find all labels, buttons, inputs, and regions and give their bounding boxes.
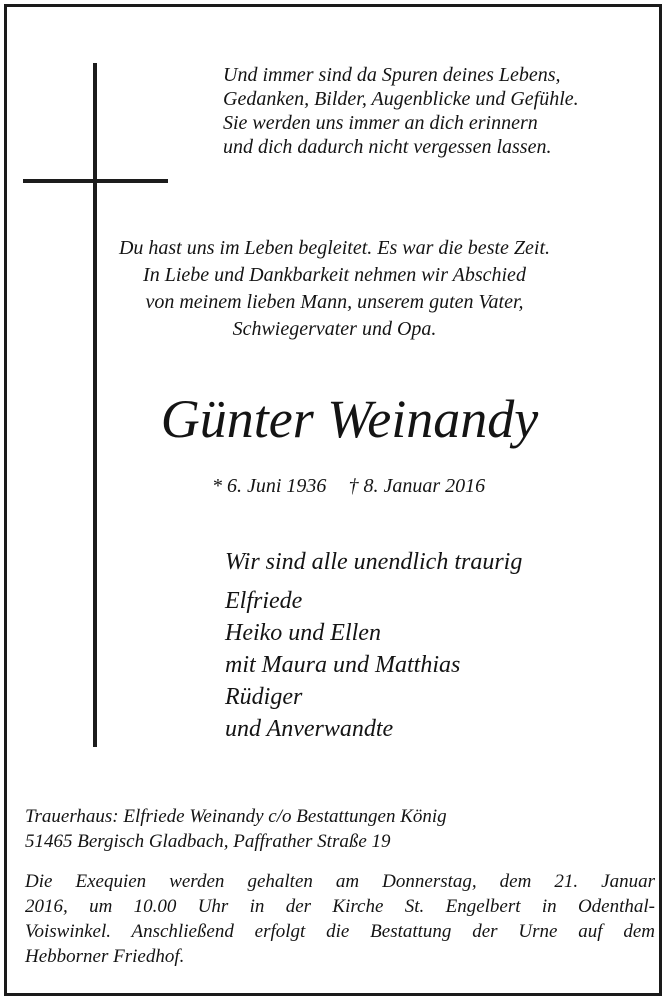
mourner-name: mit Maura und Matthias: [225, 652, 461, 678]
house-line: 51465 Bergisch Gladbach, Paffrather Straße 19: [25, 831, 391, 852]
obituary-frame: [4, 4, 662, 996]
farewell-line: Schwiegervater und Opa.: [232, 318, 437, 340]
mourning-house-info: [25, 804, 645, 854]
poem-line: Gedanken, Bilder, Augenblicke und Gefühle.: [223, 88, 579, 110]
mourners-list: [225, 585, 645, 745]
farewell-line: von meinem lieben Mann, unserem guten Vater,: [145, 291, 524, 313]
service-line: Die Exequien werden gehalten am Donnerstag, dem 21. Januar: [25, 871, 655, 892]
mourner-name: Elfriede: [225, 588, 303, 614]
mourner-name: Heiko und Ellen: [225, 620, 381, 646]
life-dates: [212, 473, 632, 499]
birth-date: * 6. Juni 1936: [212, 475, 327, 497]
poem-line: und dich dadurch nicht vergessen lassen.: [223, 136, 552, 158]
poem-line: Und immer sind da Spuren deines Lebens,: [223, 64, 561, 86]
poem-line: Sie werden uns immer an dich erinnern: [223, 112, 538, 134]
memorial-poem: [223, 63, 653, 159]
service-line: Hebborner Friedhof.: [25, 946, 185, 967]
mourner-name: Rüdiger: [225, 684, 303, 710]
death-date: † 8. Januar 2016: [348, 475, 486, 497]
cross-horizontal-bar: [23, 179, 168, 183]
farewell-line: In Liebe und Dankbarkeit nehmen wir Abschied: [143, 264, 526, 286]
farewell-text: [97, 235, 572, 343]
mourners-heading: Wir sind alle unendlich traurig: [225, 549, 523, 575]
mourner-name: und Anverwandte: [225, 716, 394, 742]
deceased-name: Günter Weinandy: [160, 389, 539, 449]
farewell-line: Du hast uns im Leben begleitet. Es war die beste Zeit.: [118, 237, 551, 259]
service-line: 2016, um 10.00 Uhr in der Kirche St. Engelbert in Odenthal-: [25, 896, 655, 917]
funeral-service-info: [25, 869, 655, 969]
service-line: Voiswinkel. Anschließend erfolgt die Bestattung der Urne auf dem: [25, 921, 655, 942]
house-line: Trauerhaus: Elfriede Weinandy c/o Bestattungen König: [25, 806, 447, 827]
